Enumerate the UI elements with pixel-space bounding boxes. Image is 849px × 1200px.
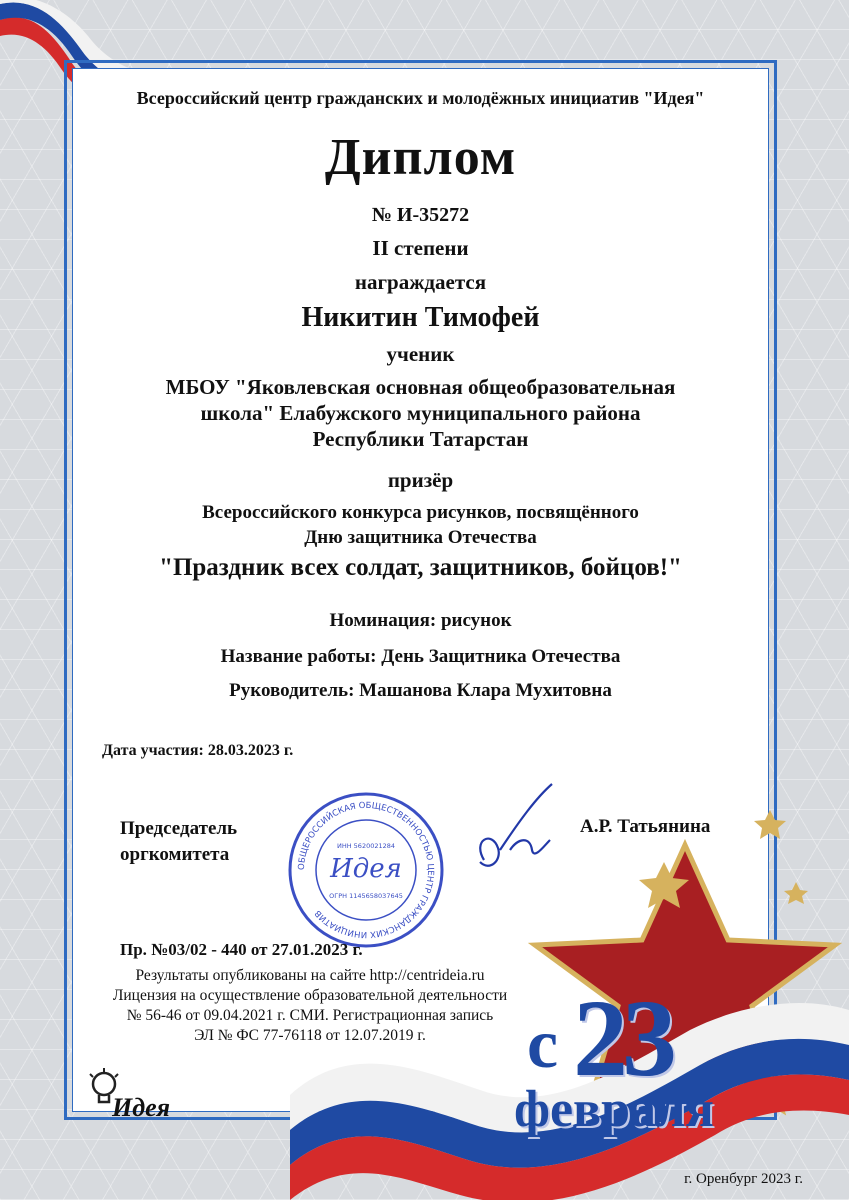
diploma-degree: II степени (372, 236, 469, 260)
contest-line-1: Всероссийского конкурса рисунков, посвящённого (202, 502, 639, 523)
contest-line-2: Дню защитника Отечества (304, 527, 537, 548)
city-year: г. Оренбург 2023 г. (684, 1171, 803, 1187)
protocol-number: Пр. №03/02 - 440 от 27.01.2023 г. (120, 940, 363, 959)
holiday-date-prefix: с (527, 1006, 559, 1083)
work-title: Название работы: День Защитника Отечества (220, 646, 621, 667)
diploma-number: № И-35272 (371, 204, 470, 226)
school-line-2: школа" Елабужского муниципального района (200, 401, 641, 425)
contest-description (72, 500, 769, 550)
published-line-1: Результаты опубликованы на сайте http://centrideia.ru (135, 967, 485, 984)
stamp-ogrn: ОГРН 1145658037645 (329, 892, 403, 900)
award-status: призёр (387, 468, 454, 492)
stamp-inn: ИНН 5620021284 (336, 842, 396, 850)
chair-title (120, 816, 237, 868)
school-line-1: МБОУ "Яковлевская основная общеобразовательная (165, 375, 676, 399)
nomination: Номинация: рисунок (329, 610, 512, 631)
awarded-text: награждается (354, 270, 487, 294)
published-line-4: ЭЛ № ФС 77-76118 от 12.07.2019 г. (194, 1027, 426, 1044)
published-line-2: Лицензия на осуществление образовательной деятельности (112, 987, 508, 1004)
organization-name: Всероссийский центр гражданских и молодёжных инициатив "Идея" (136, 88, 705, 108)
stamp-center-text: Идея (330, 854, 402, 884)
published-line-3: № 56-46 от 09.04.2021 г. СМИ. Регистрационная запись (126, 1007, 494, 1024)
school-info (72, 374, 769, 452)
participation-date: Дата участия: 28.03.2023 г. (102, 742, 294, 759)
contest-title: "Праздник всех солдат, защитников, бойцов!" (159, 554, 682, 581)
holiday-date-day: 23 (573, 977, 671, 1099)
recipient-name: Никитин Тимофей (301, 302, 540, 333)
recipient-role: ученик (386, 342, 455, 366)
diploma-title: Диплом (324, 129, 517, 186)
chair-line-1: Председатель (120, 818, 238, 839)
school-line-3: Республики Татарстан (312, 427, 529, 451)
stamp-ring-text: ОБЩЕРОССИЙСКАЯ ОБЩЕСТВЕННОСТЬЮ ЦЕНТР ГРАЖДАНСКИХ ИНИЦИАТИВ (296, 800, 436, 940)
logo-text: Идея (112, 1093, 171, 1122)
holiday-date-month: февраля (514, 1081, 714, 1138)
supervisor: Руководитель: Машанова Клара Мухитовна (229, 680, 612, 701)
chair-line-2: оргкомитета (120, 844, 230, 865)
signer-name: А.Р. Татьянина (580, 816, 711, 837)
